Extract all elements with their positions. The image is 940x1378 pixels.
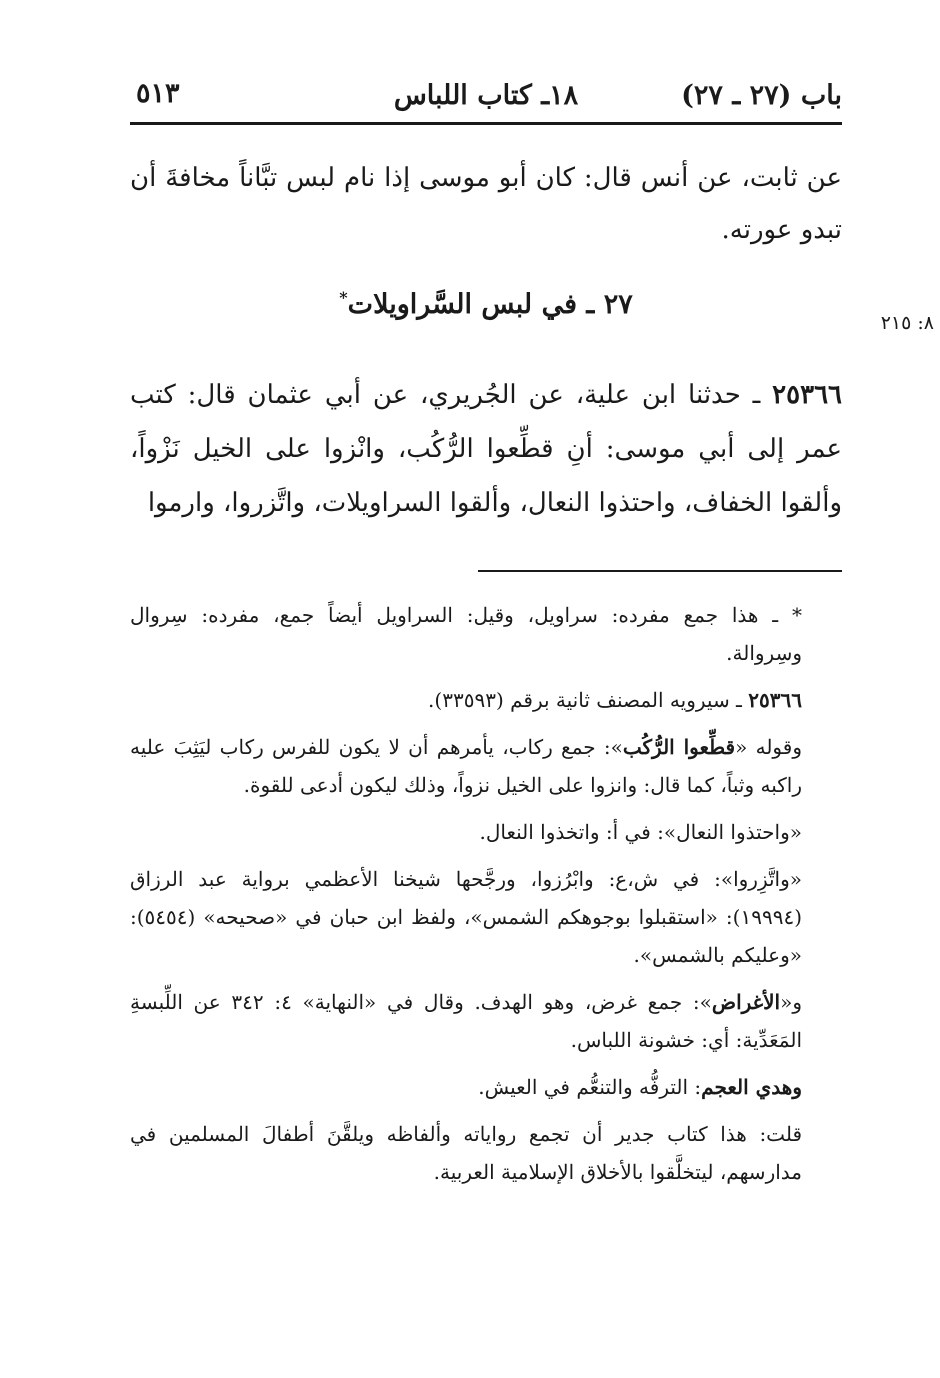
- footnote-definition-2-text: »: جمع غرض، وهو الهدف. وقال في «النهاية» ٤: ٣٤٢ عن اللِّبسةِ المَعَدِّية: أي: خشونة اللباس.: [130, 990, 802, 1052]
- footnote-variant-reading-2: «واتَّزِروا»: في ش،ع: وابْرُزوا، ورجَّحها شيخنا الأعظمي برواية عبد الرزاق (١٩٩٩٤): «استقبلوا بوجوهكم الشمس»، ولفظ ابن حبان في «صحيحه» (٥٤٥٤): «وعليكم بالشمس».: [130, 867, 802, 967]
- section-heading-text: ٢٧ ـ في لبس السَّراويلات: [347, 289, 633, 320]
- hadith-number: ٢٥٣٦٦: [772, 380, 842, 410]
- footnotes-section: [130, 596, 842, 1200]
- page-header: [130, 72, 842, 120]
- footnote-hadith-number: ٢٥٣٦٦: [748, 688, 802, 712]
- book-title: ١٨ـ كتاب اللباس: [393, 80, 579, 111]
- footnote-cross-reference-text: ـ سيرويه المصنف ثانية برقم (٣٣٥٩٣).: [428, 688, 749, 712]
- footnote-definition-2-pre: و«: [780, 990, 802, 1014]
- section-heading: [130, 288, 842, 320]
- header-divider: [130, 122, 842, 125]
- page-number: ٥١٣: [136, 78, 180, 109]
- footnote-marker: *: [339, 288, 348, 307]
- footnote-editor-note: قلت: هذا كتاب جدير أن تجمع رواياته وألفاظه ويلقَّنَ أطفالَ المسلمين في مدارسهم، ليتخلَّقوا بالأخلاق الإسلامية العربية.: [130, 1122, 802, 1184]
- hadith-paragraph: [130, 368, 842, 530]
- footnote-definition-3-text: : الترفُّه والتنعُّم في العيش.: [478, 1075, 702, 1099]
- footnote-explanation-text: »: جمع ركاب، يأمرهم أن لا يكون للفرس ركاب ليَثِبَ عليه راكبه وثباً، كما قال: وانزوا على الخيل نزواً، وذلك ليكون أدعى للقوة.: [130, 735, 802, 797]
- margin-reference: ٨: ٢١٥: [880, 312, 934, 334]
- footnote-definition-3-term: وهدي العجم: [701, 1075, 802, 1099]
- footnote-divider: [478, 570, 842, 572]
- footnote-definition: * ـ هذا جمع مفرده: سراويل، وقيل: السراويل أيضاً جمع، مفرده: سِروال وسِروالة.: [130, 603, 802, 665]
- footnote-cross-reference: [130, 681, 842, 719]
- hadith-text: ـ حدثنا ابن علية، عن الجُريري، عن أبي عثمان قال: كتب عمر إلى أبي موسى: أنِ قطِّعوا الرُّكُب، وانْزوا على الخيل نَزْواً، وألقوا الخفاف، واحتذوا النعال، وألقوا السراويلات، واتَّزروا، وارموا: [130, 380, 842, 518]
- footnote-definition-2-term: الأغراض: [711, 990, 781, 1014]
- chapter-reference: باب (٢٧ ـ ٢٧): [681, 80, 842, 111]
- intro-paragraph: عن ثابت، عن أنس قال: كان أبو موسى إذا نام لبس تبَّاناً مخافةَ أن تبدو عورته.: [130, 163, 842, 245]
- footnote-definition-2: [130, 983, 842, 1059]
- footnote-variant-reading: «واحتذوا النعال»: في أ: واتخذوا النعال.: [479, 820, 802, 844]
- footnote-explanation: [130, 728, 842, 804]
- footnote-explanation-pre: وقوله «: [735, 735, 802, 759]
- footnote-definition-3: [130, 1068, 842, 1106]
- footnote-explanation-term: قطِّعوا الرُّكُب: [622, 735, 736, 759]
